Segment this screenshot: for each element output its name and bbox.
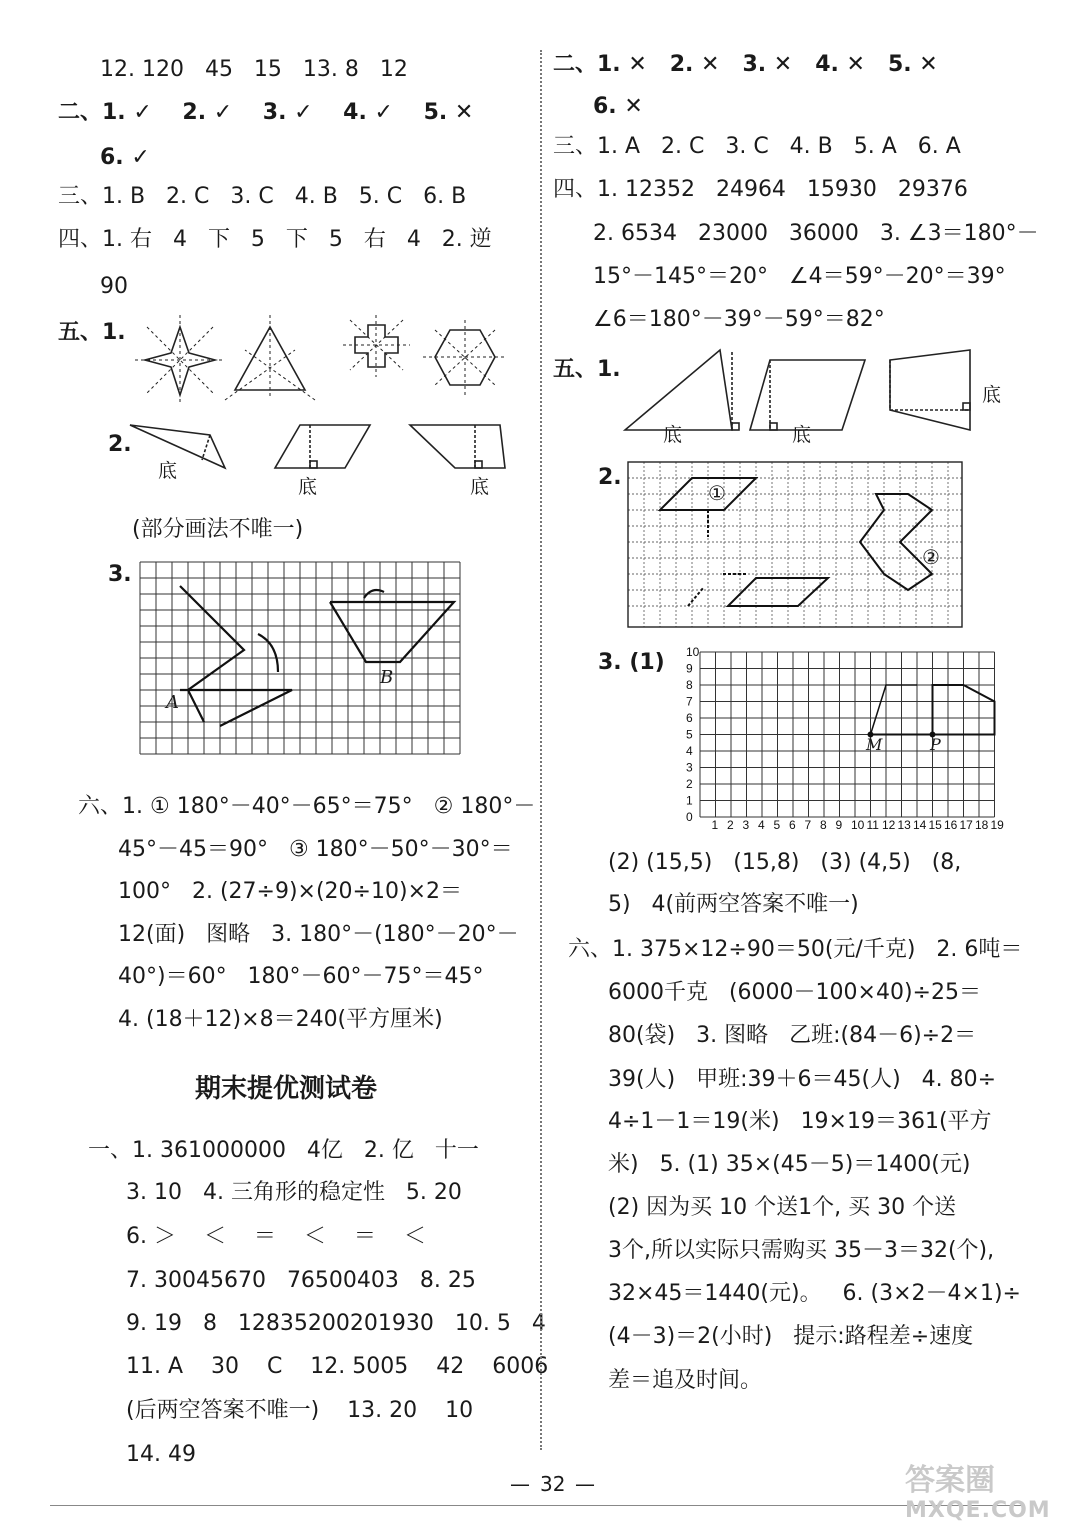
left-line-22: 11. A 30 C 12. 5005 42 6006 [126,1354,549,1379]
base-label-r3: 底 [982,384,1002,406]
figure-outline [871,685,995,735]
left-line-19: 6. ＞ ＜ ＝ ＜ ＝ ＜ [126,1224,426,1249]
x-tick-label: 3 [742,818,750,832]
height-figures-left [130,420,520,480]
x-tick-label: 10 [851,818,865,832]
right-line-9: 2. [598,465,622,490]
right-line-11: (2) (15,5) (15,8) (3) (4,5) (8, [608,850,962,875]
left-line-9: (部分画法不唯一) [132,517,304,542]
y-tick-label: 0 [686,810,693,824]
x-tick-label: 8 [820,818,827,832]
x-tick-label: 6 [789,818,796,832]
y-tick-label: 3 [686,760,693,775]
x-tick-label: 1 [711,818,719,832]
left-line-15: 40°)＝60° 180°－60°－75°＝45° [118,964,484,989]
right-line-23: 差＝追及时间。 [608,1368,763,1393]
right-line-8: 五、1. [553,357,621,382]
right-line-15: 80(袋) 3. 图略 乙班:(84－6)÷2＝ [608,1023,977,1048]
section-title: 期末提优测试卷 [195,1074,378,1104]
x-tick-label: 19 [990,818,1004,832]
left-line-5: 四、1. 右 4 下 5 下 5 右 4 2. 逆 [58,227,492,252]
x-tick-label: 15 [928,818,942,832]
left-line-7: 五、1. [58,320,126,345]
right-line-7: ∠6＝180°－39°－59°＝82° [593,307,885,332]
left-line-11: 六、1. ① 180°－40°－65°＝75° ② 180°－ [78,794,536,819]
x-tick-label: 17 [959,818,973,832]
y-tick-label: 1 [686,793,693,808]
x-tick-label: 12 [882,818,896,832]
base-label-r2: 底 [792,424,812,446]
left-line-2: 二、1. ✓ 2. ✓ 3. ✓ 4. ✓ 5. ✕ [58,100,474,125]
right-line-17: 4÷1－1＝19(米) 19×19＝361(平方 [608,1109,992,1134]
left-line-23: (后两空答案不唯一) 13. 20 10 [126,1398,474,1423]
left-line-20: 7. 30045670 76500403 8. 25 [126,1268,476,1293]
shape-label-2: ② [922,545,940,569]
right-line-1: 二、1. ✕ 2. ✕ 3. ✕ 4. ✕ 5. ✕ [553,52,938,77]
y-tick-label: 9 [686,661,693,676]
point-label-p: P [930,735,941,754]
left-line-6: 90 [100,274,128,299]
footer-rule [50,1505,1024,1506]
left-line-24: 14. 49 [126,1442,196,1467]
base-label-2: 底 [298,476,318,498]
left-line-1: 12. 120 45 15 13. 8 12 [100,57,408,82]
left-line-14: 12(面) 图略 3. 180°－(180°－20°－ [118,922,519,947]
y-tick-label: 4 [686,744,693,758]
left-line-3: 6. ✓ [100,145,150,170]
y-tick-label: 10 [686,645,700,659]
left-line-13: 100° 2. (27÷9)×(20÷10)×2＝ [118,879,462,904]
y-tick-label: 2 [686,777,693,791]
right-line-16: 39(人) 甲班:39＋6＝45(人) 4. 80÷ [608,1067,997,1092]
left-line-17: 一、1. 361000000 4亿 2. 亿 十一 [88,1138,479,1163]
symmetry-figures [125,315,525,405]
point-label-m: M [866,735,883,754]
base-label-1: 底 [158,460,178,482]
left-line-18: 3. 10 4. 三角形的稳定性 5. 20 [126,1180,462,1205]
point-label-a: A [166,692,179,713]
watermark-url: MXQE.COM [905,1498,1051,1523]
right-line-6: 15°－145°＝20° ∠4＝59°－20°＝39° [593,264,1006,289]
x-tick-label: 9 [835,818,843,832]
shape-label-1: ① [708,481,726,505]
page-number-dash-right: — [575,1472,595,1496]
y-tick-label: 8 [686,678,693,692]
left-line-12: 45°－45＝90° ③ 180°－50°－30°＝ [118,837,513,862]
x-tick-label: 5 [773,818,781,832]
right-line-10: 3. (1) [598,650,665,675]
right-line-13: 六、1. 375×12÷90＝50(元/千克) 2. 6吨＝ [568,937,1023,962]
point-label-b: B [380,667,394,688]
right-line-18: 米) 5. (1) 35×(45－5)＝1400(元) [608,1152,971,1177]
rotation-grid [140,562,470,762]
x-tick-label: 13 [897,818,911,832]
right-line-3: 三、1. A 2. C 3. C 4. B 5. A 6. A [553,134,961,159]
left-line-10: 3. [108,562,132,587]
right-line-2: 6. ✕ [593,94,643,119]
base-label-r1: 底 [663,424,683,446]
coordinate-grid [660,645,1005,840]
left-line-4: 三、1. B 2. C 3. C 4. B 5. C 6. B [58,184,467,209]
right-line-19: (2) 因为买 10 个送1个, 买 30 个送 [608,1195,957,1220]
x-tick-label: 18 [975,818,989,832]
move-arrow [871,685,918,735]
right-line-14: 6000千克 (6000－100×40)÷25＝ [608,980,981,1005]
watermark-logo: 答案圈 [905,1463,995,1498]
x-tick-label: 16 [944,818,958,832]
right-line-20: 3个,所以实际只需购买 35－3＝32(个), [608,1238,995,1263]
right-line-21: 32×45＝1440(元)。 6. (3×2－4×1)÷ [608,1281,1021,1306]
translation-grid [628,462,968,632]
y-tick-label: 7 [686,694,693,709]
x-tick-label: 11 [866,818,879,832]
base-label-3: 底 [470,476,490,498]
left-line-21: 9. 19 8 12835200201930 10. 5 4 [126,1311,546,1336]
x-tick-label: 2 [727,818,734,832]
right-line-5: 2. 6534 23000 36000 3. ∠3＝180°－ [593,221,1039,246]
right-line-22: (4－3)＝2(小时) 提示:路程差÷速度 [608,1324,974,1349]
right-line-4: 四、1. 12352 24964 15930 29376 [553,177,968,202]
left-line-8: 2. [108,432,132,457]
right-line-12: 5) 4(前两空答案不唯一) [608,892,859,917]
column-divider [540,50,542,1450]
y-tick-label: 5 [686,727,693,742]
page-number-dash-left: — [510,1472,530,1496]
x-tick-label: 14 [913,818,927,832]
page-number: 32 [540,1472,566,1496]
x-tick-label: 4 [758,818,765,832]
x-tick-label: 7 [804,818,812,832]
left-line-16: 4. (18＋12)×8＝240(平方厘米) [118,1007,443,1032]
y-tick-label: 6 [686,711,693,725]
